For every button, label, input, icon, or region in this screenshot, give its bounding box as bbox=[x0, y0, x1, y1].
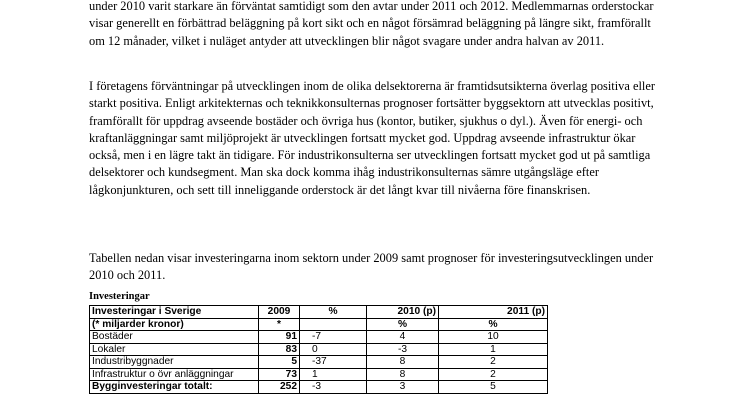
investment-table bbox=[89, 305, 548, 394]
row-value-2009: 5 bbox=[259, 356, 300, 369]
paragraph-market-outlook: under 2010 varit starkare än förväntat samtidigt som den avtar under 2011 och 2012. Medlemmarnas orderstockar visar generellt en förbättrad beläggning på kort sikt och en något försämrad beläggning på längre sikt, framförallt om 12 månader, vilket i nuläget antyder att utvecklingen blir något svagare under andra halvan av 2011. bbox=[89, 0, 654, 48]
header-pct: % bbox=[300, 306, 367, 319]
table-row bbox=[90, 368, 548, 381]
row-forecast-2010: -3 bbox=[367, 343, 439, 356]
header-2011-unit: % bbox=[439, 318, 548, 331]
table-heading: Investeringar bbox=[89, 291, 150, 302]
row-forecast-2010: 8 bbox=[367, 356, 439, 369]
row-label: Bostäder bbox=[90, 331, 259, 344]
row-forecast-2011: 2 bbox=[439, 368, 548, 381]
table-header-row bbox=[90, 306, 548, 319]
row-forecast-2011: 1 bbox=[439, 343, 548, 356]
row-pct: 0 bbox=[300, 343, 367, 356]
header-2010: 2010 (p) bbox=[367, 306, 439, 319]
table-row bbox=[90, 343, 548, 356]
row-value-2009: 252 bbox=[259, 381, 300, 394]
row-value-2009: 91 bbox=[259, 331, 300, 344]
header-2009: 2009 bbox=[259, 306, 300, 319]
header-label: Investeringar i Sverige bbox=[90, 306, 259, 319]
table-row-total bbox=[90, 381, 548, 394]
row-forecast-2010: 3 bbox=[367, 381, 439, 394]
row-pct: -37 bbox=[300, 356, 367, 369]
row-pct: -7 bbox=[300, 331, 367, 344]
header-unit: (* miljarder kronor) bbox=[90, 318, 259, 331]
row-forecast-2011: 10 bbox=[439, 331, 548, 344]
row-forecast-2010: 4 bbox=[367, 331, 439, 344]
header-2009-note: * bbox=[259, 318, 300, 331]
row-pct: -3 bbox=[300, 381, 367, 394]
row-label: Bygginvesteringar totalt: bbox=[90, 381, 259, 394]
row-value-2009: 73 bbox=[259, 368, 300, 381]
table-row bbox=[90, 331, 548, 344]
row-value-2009: 83 bbox=[259, 343, 300, 356]
row-forecast-2011: 2 bbox=[439, 356, 548, 369]
header-2010-unit: % bbox=[367, 318, 439, 331]
row-label: Industribyggnader bbox=[90, 356, 259, 369]
table-header-row bbox=[90, 318, 548, 331]
table-row bbox=[90, 356, 548, 369]
row-forecast-2011: 5 bbox=[439, 381, 548, 394]
paragraph-subsector-expectations: I företagens förväntningar på utvecklingen inom de olika delsektorerna är framtidsutsikterna överlag positiva eller starkt positiva. Enligt arkitekternas och teknikkonsulternas prognoser fortsätter byggsektorn att utvecklas positivt, framförallt för uppdrag avseende bostäder och övriga hus (kontor, butiker, sjukhus o dyl.). Även för energi- och kraftanläggningar samt miljöprojekt är utvecklingen fortsatt mycket god. Uppdrag avseende infrastruktur ökar också, men i en lägre takt än tidigare. För industrikonsulterna ser utvecklingen fortsatt mycket god ut på samtliga delsektorer och kundsegment. Man ska dock komma ihåg industrikonsulternas sämre utgångsläge efter lågkonjunkturen, och sett till inneliggande orderstock är det långt kvar till nivåerna före finanskrisen. bbox=[89, 79, 655, 197]
header-2011: 2011 (p) bbox=[439, 306, 548, 319]
header-pct-empty bbox=[300, 318, 367, 331]
row-label: Lokaler bbox=[90, 343, 259, 356]
row-label: Infrastruktur o övr anläggningar bbox=[90, 368, 259, 381]
row-forecast-2010: 8 bbox=[367, 368, 439, 381]
paragraph-table-intro: Tabellen nedan visar investeringarna inom sektorn under 2009 samt prognoser för investeringsutvecklingen under 2010 och 2011. bbox=[89, 251, 654, 283]
row-pct: 1 bbox=[300, 368, 367, 381]
